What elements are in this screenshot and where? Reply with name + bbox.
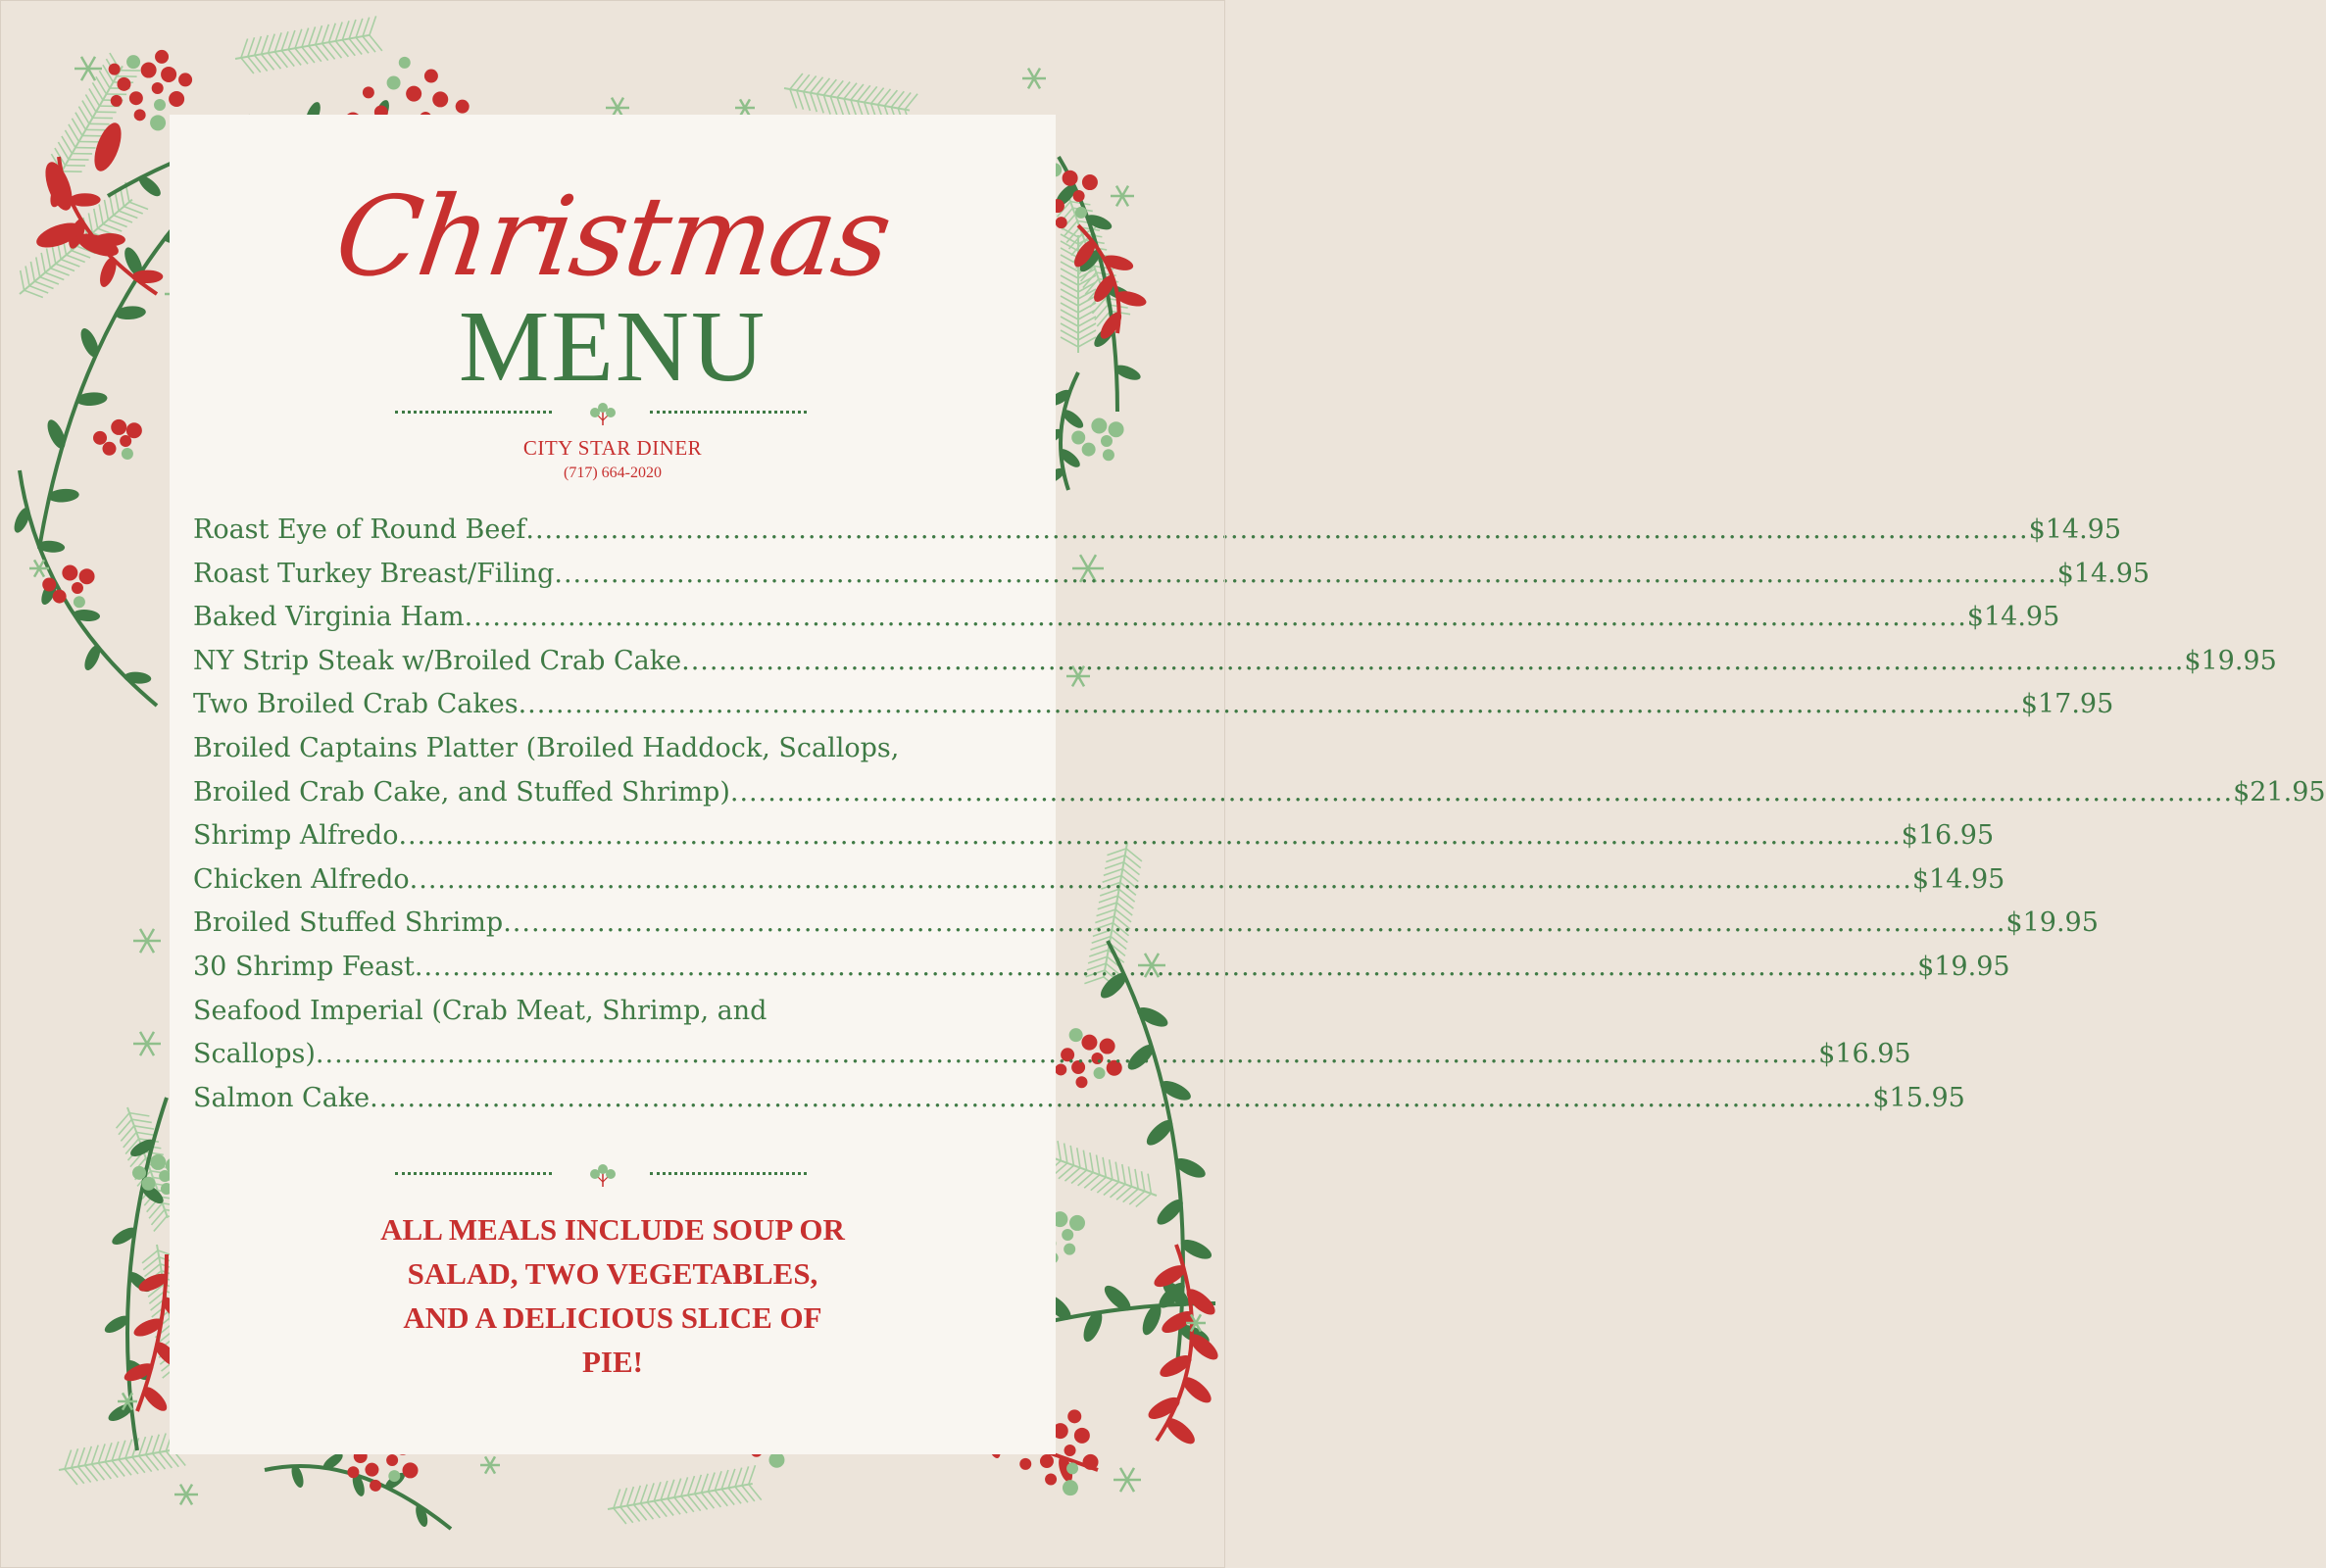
- notice-line: PIE!: [582, 1345, 643, 1379]
- notice-line: ALL MEALS INCLUDE SOUP OR: [380, 1212, 845, 1247]
- berry: [388, 1470, 400, 1482]
- divider-dots-left: [395, 1172, 552, 1175]
- included-sides-notice: [317, 1207, 909, 1384]
- berry: [132, 1166, 146, 1180]
- berry: [141, 1177, 155, 1191]
- berry: [768, 1452, 784, 1468]
- leaf-shape: [1179, 1373, 1215, 1407]
- dot-leader: ................................................................................................................................................................: [398, 820, 1902, 852]
- berry: [386, 1454, 398, 1466]
- menu-heading: MENU: [458, 290, 767, 403]
- menu-item-name: Salmon Cake: [193, 1082, 371, 1113]
- berry: [42, 577, 56, 591]
- divider-dots-right: [650, 1172, 807, 1175]
- menu-item: [193, 1077, 1965, 1121]
- menu-item-line: [193, 771, 2326, 815]
- berry: [406, 86, 421, 102]
- menu-item-name-first-line: Broiled Captains Platter (Broiled Haddock, Scallops,: [193, 732, 900, 763]
- menu-item-name: 30 Shrimp Feast: [193, 951, 415, 982]
- berry: [1091, 418, 1107, 434]
- berry: [169, 91, 184, 107]
- berry: [365, 1463, 378, 1477]
- berry: [1045, 1474, 1057, 1486]
- berry: [79, 568, 95, 584]
- berry: [74, 596, 85, 608]
- berry: [1074, 1428, 1090, 1444]
- pine-sprig-icon: [605, 1465, 762, 1527]
- berry: [178, 73, 192, 86]
- menu-item: [193, 727, 2326, 814]
- berry: [122, 448, 133, 460]
- menu-item-line: [193, 902, 2099, 946]
- menu-item-price: $15.95: [1872, 1082, 1965, 1113]
- berry: [150, 1154, 166, 1170]
- berry: [1071, 430, 1085, 444]
- berry: [1103, 449, 1114, 461]
- holly-sprig-icon: [587, 1162, 619, 1188]
- dot-leader: ................................................................................................................................................................: [315, 1039, 1819, 1070]
- menu-item-price: $14.95: [1911, 863, 2005, 895]
- menu-item-name: Roast Eye of Round Beef: [193, 514, 526, 545]
- menu-item: [193, 814, 1995, 858]
- berry: [129, 91, 143, 105]
- menu-item-line: [193, 946, 2010, 990]
- menu-item-price: $16.95: [1901, 820, 1995, 852]
- dot-leader: ................................................................................................................................................................: [370, 1082, 1873, 1113]
- menu-item-line: [193, 553, 2151, 597]
- berry: [155, 50, 169, 64]
- menu-item-line: [193, 683, 2114, 727]
- leaf-shape: [124, 671, 152, 685]
- top-divider: [395, 401, 807, 424]
- berry: [1075, 207, 1087, 219]
- berry: [347, 1466, 359, 1478]
- berry: [102, 442, 116, 456]
- menu-item-name: Scallops): [193, 1039, 316, 1070]
- menu-card: [170, 115, 2326, 1454]
- leaf-shape: [139, 1383, 171, 1414]
- menu-item: [193, 902, 2099, 946]
- menu-item: [193, 553, 2151, 597]
- berry: [161, 67, 176, 82]
- notice-line: SALAD, TWO VEGETABLES,: [407, 1256, 818, 1291]
- berry: [1073, 190, 1085, 202]
- menu-item-price: $21.95: [2233, 776, 2326, 808]
- divider-dots-right: [650, 411, 807, 414]
- leaf-shape: [1163, 1414, 1199, 1448]
- menu-item-name: Broiled Stuffed Shrimp: [193, 907, 504, 939]
- menu-item-price: $14.95: [2028, 514, 2122, 545]
- berry: [62, 565, 77, 581]
- menu-item-price: $14.95: [1966, 602, 2060, 633]
- berry: [1101, 435, 1113, 447]
- berry: [126, 422, 142, 438]
- menu-item-price: $19.95: [1917, 951, 2010, 982]
- berry: [363, 86, 374, 98]
- menu-item-name-first-line: Seafood Imperial (Crab Meat, Shrimp, and: [193, 995, 767, 1026]
- menu-item-name: Shrimp Alfredo: [193, 820, 399, 852]
- berry: [109, 64, 121, 75]
- divider-dots-left: [395, 411, 552, 414]
- berry: [1040, 1454, 1054, 1468]
- berry: [387, 75, 401, 89]
- berry: [370, 1480, 381, 1492]
- berry: [1067, 1409, 1081, 1423]
- restaurant-name: CITY STAR DINER: [522, 436, 703, 460]
- menu-item: [193, 596, 2060, 640]
- berry: [1063, 1480, 1078, 1495]
- holly-sprig-icon: [587, 401, 619, 426]
- menu-item-line: [193, 858, 2005, 903]
- berry: [424, 70, 438, 83]
- dot-leader: ................................................................................................................................................................: [518, 689, 2021, 720]
- menu-item: [193, 990, 1911, 1077]
- berry: [111, 95, 123, 107]
- berry: [150, 115, 166, 130]
- menu-item-line: [193, 640, 2277, 684]
- menu-item-line: [193, 1077, 1965, 1121]
- berry: [1066, 1462, 1078, 1474]
- pine-sprig-icon: [232, 16, 382, 75]
- berry: [1109, 421, 1124, 437]
- dot-leader: ................................................................................................................................................................: [525, 514, 2029, 545]
- menu-item-line: [193, 814, 1995, 858]
- berry: [1082, 174, 1098, 190]
- leaf-shape: [135, 172, 164, 200]
- menu-item-line: [193, 509, 2122, 553]
- menu-item: [193, 509, 2122, 553]
- menu-item-price: $19.95: [2184, 645, 2277, 676]
- menu-item-name: Chicken Alfredo: [193, 863, 410, 895]
- notice-line: AND A DELICIOUS SLICE OF: [403, 1300, 822, 1335]
- berry: [141, 63, 157, 78]
- dot-leader: ................................................................................................................................................................: [729, 776, 2234, 808]
- menu-item: [193, 683, 2114, 727]
- dot-leader: ................................................................................................................................................................: [503, 907, 2006, 939]
- leaf-shape: [414, 1502, 430, 1528]
- berry: [53, 590, 67, 604]
- berry: [1082, 443, 1096, 457]
- leaf-shape: [70, 193, 101, 207]
- christmas-script-title: Christmas: [327, 173, 898, 301]
- menu-item-price: $14.95: [2056, 558, 2151, 589]
- berry: [111, 419, 126, 435]
- menu-item-price: $16.95: [1818, 1039, 1911, 1070]
- branch-stem: [20, 470, 157, 706]
- berry: [432, 91, 448, 107]
- menu-item-name: Two Broiled Crab Cakes: [193, 689, 519, 720]
- berry: [399, 57, 411, 69]
- berry: [154, 99, 166, 111]
- menu-item: [193, 640, 2277, 684]
- menu-item-line: [193, 1033, 1911, 1077]
- berry: [1069, 1215, 1085, 1231]
- menu-item-name: Roast Turkey Breast/Filing: [193, 558, 555, 589]
- menu-item-price: $19.95: [2005, 907, 2099, 939]
- berry: [134, 109, 146, 121]
- restaurant-phone: (717) 664-2020: [564, 465, 662, 481]
- bottom-divider: [395, 1162, 807, 1186]
- berry: [1062, 1229, 1073, 1241]
- leaf-shape: [77, 326, 102, 361]
- berry: [93, 431, 107, 445]
- berry: [117, 77, 130, 91]
- menu-item-list: [193, 509, 2326, 1120]
- leaf-shape: [89, 120, 126, 174]
- berry: [1064, 1244, 1075, 1255]
- menu-item-name: Broiled Crab Cake, and Stuffed Shrimp): [193, 776, 730, 808]
- menu-item: [193, 946, 2010, 990]
- dot-leader: ................................................................................................................................................................: [464, 602, 1967, 633]
- berry: [72, 582, 83, 594]
- dot-leader: ................................................................................................................................................................: [554, 558, 2057, 589]
- berry: [126, 55, 140, 69]
- menu-item-price: $17.95: [2020, 689, 2114, 720]
- berry: [152, 82, 164, 94]
- menu-item-line: [193, 596, 2060, 640]
- berry: [1019, 1458, 1031, 1470]
- pine-sprig-icon: [56, 1431, 185, 1488]
- menu-item-name: Baked Virginia Ham: [193, 602, 465, 633]
- berry: [1083, 1454, 1099, 1470]
- dot-leader: ................................................................................................................................................................: [409, 863, 1912, 895]
- dot-leader: ................................................................................................................................................................: [681, 645, 2185, 676]
- dot-leader: ................................................................................................................................................................: [414, 951, 1918, 982]
- berry: [456, 100, 470, 114]
- berry: [403, 1462, 419, 1478]
- berry: [1064, 1445, 1076, 1456]
- menu-item: [193, 858, 2005, 903]
- menu-item-name: NY Strip Steak w/Broiled Crab Cake: [193, 645, 682, 676]
